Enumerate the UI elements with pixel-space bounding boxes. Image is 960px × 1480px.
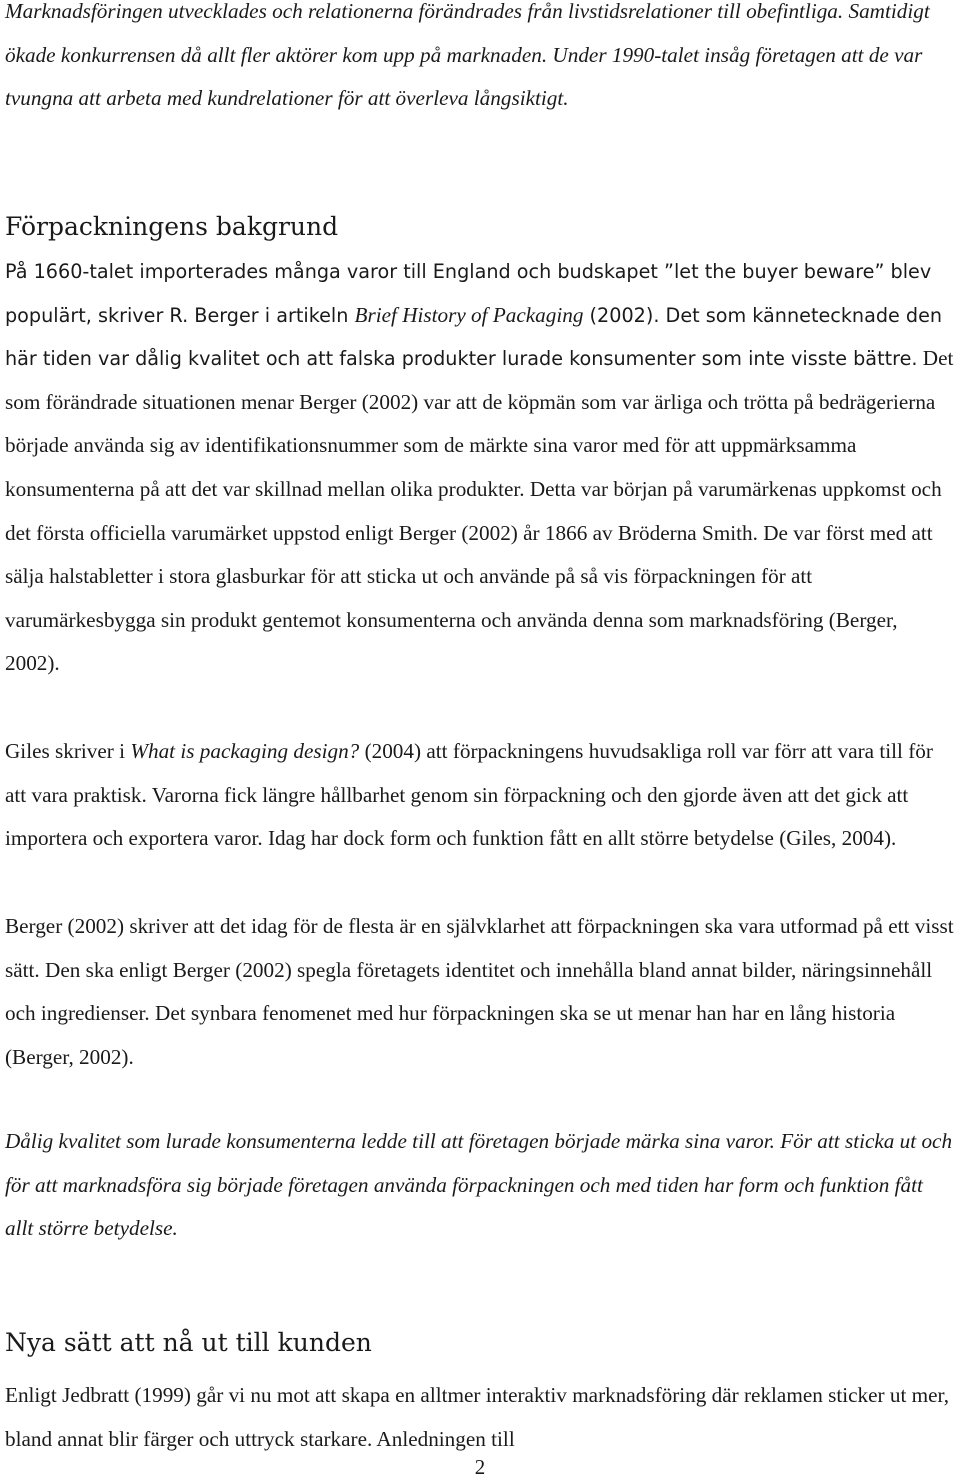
body-paragraph-berger: Berger (2002) skriver att det idag för de flesta är en självklarhet att förpackningen ska vara utformad på ett visst sätt. Den ska enligt Berger (2002) spegla företagets identitet och innehålla bland annat bilder, näringsinnehåll och ingredienser. Det synbara fenomenet med hur förpackningen ska se ut menar han har en lång historia (Berger, 2002). <box>5 914 954 1069</box>
text-run: Giles skriver i <box>5 739 131 763</box>
article-title: Brief History of Packaging <box>354 302 584 327</box>
page-number: 2 <box>474 1455 486 1479</box>
intro-paragraph: Marknadsföringen utvecklades och relationerna förändrades från livstidsrelationer till obefintliga. Samtidigt ökade konkurrensen då allt fler aktörer kom upp på marknaden. Under 1990-talet insåg företagen att de var tvungna att arbeta med kundrelationer för att överleva långsiktigt. <box>5 0 930 111</box>
summary-paragraph: Dålig kvalitet som lurade konsumenterna ledde till att företagen började märka sina varor. För att sticka ut och för att marknadsföra sig började företagen använda förpackningen och med tiden har form och funktion fått allt större betydelse. <box>5 1129 953 1241</box>
sans-text: På 1660-talet importerades många varor till England och budskapet ”let the buyer beware” blev populärt, skriver R. Berger i artikeln <box>5 260 932 327</box>
sans-text: (2002). <box>583 303 660 327</box>
body-paragraph-jedbratt: Enligt Jedbratt (1999) går vi nu mot att skapa en alltmer interaktiv marknadsföring där reklamen sticker ut mer, bland annat blir färger och uttryck starkare. Anledningen till <box>5 1383 950 1451</box>
section-heading-new-ways: Nya sätt att nå ut till kunden <box>5 1328 372 1357</box>
body-paragraph-giles <box>5 730 955 861</box>
text-run: (2004) att förpackningens huvudsakliga roll var förr att vara till för att vara praktisk. Varorna fick längre hållbarhet genom sin förpackning och den gjorde även att det gick att importera och exportera varor. Idag har dock form och funktion fått en allt större betydelse (Giles, 2004). <box>5 739 933 851</box>
section-heading-packaging-background: Förpackningens bakgrund <box>5 212 339 241</box>
serif-text: Det som förändrade situationen menar Berger (2002) var att de köpmän som var ärliga och trötta på bedrägerierna började använda sig av identifikationsnummer som de märkte sina varor med för att uppmärksamma konsumenterna på att det var skillnad mellan olika produkter. Detta var början på varumärkenas uppkomst och det första officiella varumärket uppstod enligt Berger (2002) år 1866 av Bröderna Smith. De var först med att sälja halstabletter i stora glasburkar för att sticka ut och använde på så vis förpackningen för att varumärkesbygga sin produkt gentemot konsumenterna och använda denna som marknadsföring (Berger, 2002). <box>5 346 954 676</box>
body-paragraph <box>5 250 955 686</box>
sans-text: Det som kännetecknade den här tiden var dålig kvalitet och att falska produkter lurade konsumenter som inte visste bättre. <box>5 303 943 371</box>
book-title: What is packaging design? <box>130 739 360 763</box>
